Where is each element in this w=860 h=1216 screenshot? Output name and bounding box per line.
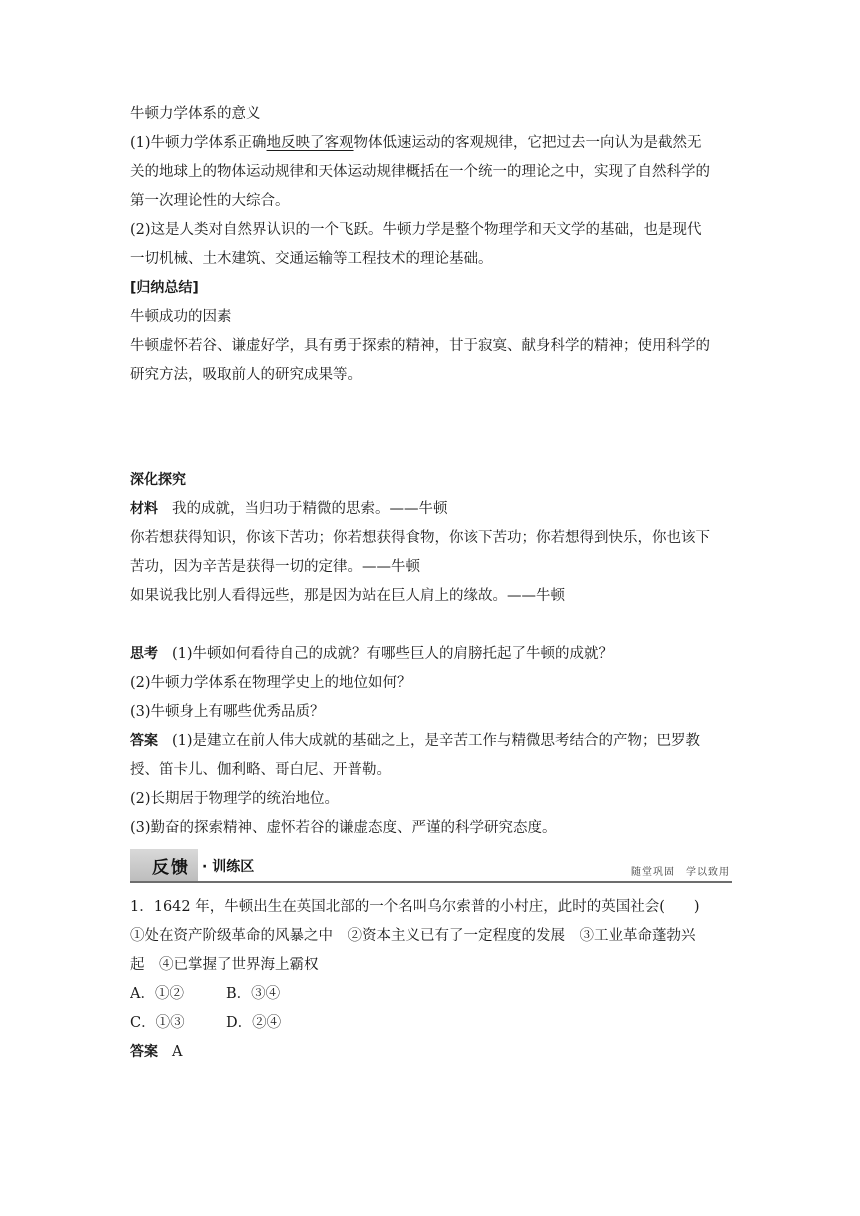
answer-value: A (172, 1044, 183, 1060)
paragraph-line: 关的地球上的物体运动规律和天体运动规律概括在一个统一的理论之中，实现了自然科学的 (130, 164, 710, 180)
options-row (130, 980, 732, 1009)
question-stem: 1．1642 年，牛顿出生在英国北部的一个名叫乌尔索普的小村庄，此时的英国社会( ) (130, 899, 700, 915)
summary-label: [归纳总结] (130, 280, 199, 296)
spacer (130, 611, 732, 640)
text-segment: 物体低速运动的客观规律，它把过去一向认为是截然无 (353, 135, 702, 151)
option-a: A．①② (130, 986, 184, 1002)
paragraph-line: 第一次理论性的大综合。 (130, 193, 290, 209)
feedback-title: 反馈 (152, 858, 190, 878)
option-c: C．①③ (130, 1015, 185, 1031)
feedback-right-text: 随堂巩固 学以致用 (631, 867, 730, 878)
material-line: 你若想获得知识，你该下苦功；你若想获得食物，你该下苦功；你若想得到快乐，你也该下 (130, 530, 710, 546)
explore-title: 深化探究 (130, 472, 186, 488)
think-line: (3)牛顿身上有哪些优秀品质？ (130, 704, 325, 720)
material-line: 如果说我比别人看得远些，那是因为站在巨人肩上的缘故。——牛顿 (130, 588, 565, 604)
answer-line: (3)勤奋的探索精神、虚怀若谷的谦虚态度、严谨的科学研究态度。 (130, 820, 557, 836)
text-segment: (1)牛顿力学体系正确 (130, 135, 267, 151)
paragraph-line: 牛顿虚怀若谷、谦虚好学，具有勇于探索的精神，甘于寂寞、献身科学的精神；使用科学的 (130, 338, 710, 354)
material-label: 材料 (130, 501, 158, 517)
question-answer (130, 1038, 732, 1067)
answer-label: 答案 (130, 1044, 158, 1060)
answer-text: (1)是建立在前人伟大成就的基础之上，是辛苦工作与精微思考结合的产物；巴罗教 (172, 733, 701, 749)
section-heading: 牛顿力学体系的意义 (130, 106, 261, 122)
question-items: 起 ④已掌握了世界海上霸权 (130, 957, 319, 973)
feedback-subtitle: · 训练区 (202, 859, 255, 875)
spacer (130, 883, 732, 893)
think-line: (2)牛顿力学体系在物理学史上的地位如何？ (130, 675, 412, 691)
document-page (130, 100, 732, 1067)
material-line (130, 495, 732, 524)
answer-line: 授、笛卡儿、伽利略、哥白尼、开普勒。 (130, 762, 391, 778)
paragraph-line: (2)这是人类对自然界认识的一个飞跃。牛顿力学是整个物理学和天文学的基础，也是现代 (130, 222, 702, 238)
options-row (130, 1009, 732, 1038)
feedback-section-bar (130, 849, 732, 883)
spacer (130, 448, 732, 466)
summary-heading: 牛顿成功的因素 (130, 309, 232, 325)
paragraph-line: 研究方法，吸取前人的研究成果等。 (130, 367, 362, 383)
think-line (130, 640, 732, 669)
spacer (130, 390, 732, 448)
think-text: (1)牛顿如何看待自己的成就？有哪些巨人的肩膀托起了牛顿的成就？ (172, 646, 614, 662)
answer-line: (2)长期居于物理学的统治地位。 (130, 791, 340, 807)
material-line: 苦功，因为辛苦是获得一切的定律。——牛顿 (130, 559, 420, 575)
option-b: B．③④ (226, 986, 281, 1002)
option-d: D．②④ (226, 1015, 282, 1031)
underlined-text: 地反映了客观 (266, 135, 354, 151)
answer-label: 答案 (130, 733, 158, 749)
material-text: 我的成就，当归功于精微的思索。——牛顿 (172, 501, 448, 517)
paragraph-line: 一切机械、土木建筑、交通运输等工程技术的理论基础。 (130, 251, 493, 267)
paragraph-line (130, 129, 732, 158)
question-items: ①处在资产阶级革命的风暴之中 ②资本主义已有了一定程度的发展 ③工业革命蓬勃兴 (130, 928, 696, 944)
answer-line (130, 727, 732, 756)
think-label: 思考 (130, 646, 158, 662)
